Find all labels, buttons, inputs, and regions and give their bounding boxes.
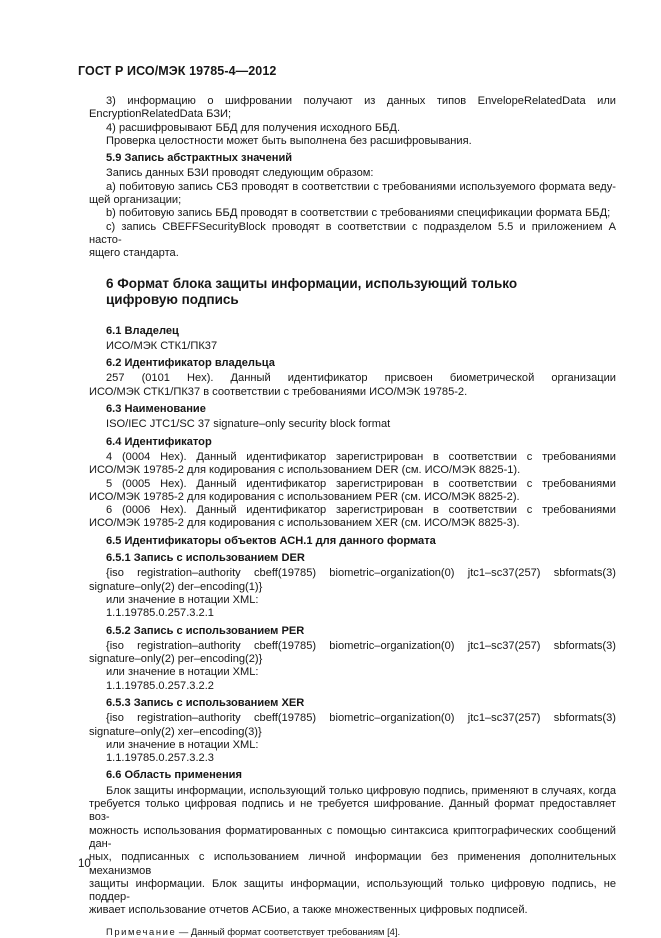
list-item-4: 4) расшифровывают ББД для получения исходного ББД. [106,121,401,134]
document-body [89,95,616,938]
paragraph: Проверка целостности может быть выполнена без расшифровывания. [106,134,472,147]
note-text: — Данный формат соответствует требованиям [4]. [176,925,401,937]
oid-per-cont: signature–only(2) per–encoding(2)} [89,653,263,666]
paragraph: 6 (0006 Hex). Данный идентификатор зарегистрирован в соответствии с требованиями [106,504,616,517]
heading-6-5-1: 6.5.1 Запись с использованием DER [106,552,305,565]
page-number: 10 [78,858,91,870]
list-item-3-cont: EncryptionRelatedData БЗИ; [89,108,232,121]
section-heading-6-line2: цифровую подпись [106,291,239,307]
paragraph: ИСО/МЭК СТК1/ПК37 [106,339,218,352]
oid-per: {iso registration–authority cbeff(19785) biometric–organization(0) jtc1–sc37(257) sbformats(3) [106,639,616,652]
note [89,925,616,938]
heading-6-6: 6.6 Область применения [106,769,242,782]
oid-xer: {iso registration–authority cbeff(19785) biometric–organization(0) jtc1–sc37(257) sbformats(3) [106,712,616,725]
standard-header: ГОСТ Р ИСО/МЭК 19785-4—2012 [78,64,277,78]
paragraph: Запись данных БЗИ проводят следующим образом: [106,167,374,180]
heading-6-2: 6.2 Идентификатор владельца [106,357,275,370]
section-heading-6 [89,276,616,308]
heading-6-5-3: 6.5.3 Запись с использованием XER [106,696,305,709]
paragraph: ISO/IEC JTC1/SC 37 signature–only security block format [106,418,391,431]
paragraph: 5 (0005 Hex). Данный идентификатор зарегистрирован в соответствии с требованиями [106,477,616,490]
paragraph-cont: требуется только цифровая подпись и не требуется шифрование. Данный формат предоставляет воз- [89,798,616,824]
paragraph: 4 (0004 Hex). Данный идентификатор зарегистрирован в соответствии с требованиями [106,450,616,463]
note-label: Примечание [106,925,177,937]
section-heading-6-line1: 6 Формат блока защиты информации, использующий только [106,275,518,291]
list-item-a-cont: щей организации; [89,194,182,207]
list-item-b: b) побитовую запись ББД проводят в соответствии с требованиями спецификации формата ББД; [106,207,611,220]
paragraph-cont: ИСО/МЭК СТК1/ПК37 в соответствии с требованиями ИСО/МЭК 19785-2. [89,385,468,398]
heading-6-4: 6.4 Идентификатор [106,435,212,448]
paragraph-cont: ИСО/МЭК 19785-2 для кодирования с использованием PER (см. ИСО/МЭК 8825-2). [89,490,520,503]
heading-6-1: 6.1 Владелец [106,324,179,337]
paragraph-cont: защиты информации. Блок защиты информации, использующий только цифровую подпись, не поддер- [89,877,616,904]
oid-value-per: 1.1.19785.0.257.3.2.2 [106,679,214,692]
paragraph-cont: можность использования форматированных с помощью синтаксиса криптографических сообщений дан- [89,824,616,850]
oid-value-xer: 1.1.19785.0.257.3.2.3 [106,752,214,765]
paragraph-cont: живает использование отчетов АСБио, а также множественных цифровых подписей. [89,904,528,917]
heading-6-3: 6.3 Наименование [106,403,206,416]
list-item-c-cont: ящего стандарта. [89,247,179,260]
list-item-a: а) побитовую запись СБЗ проводят в соответствии с требованиями используемого формата веду- [106,180,616,193]
list-item-3: 3) информацию о шифровании получают из данных типов EnvelopeRelatedData или [106,95,616,107]
oid-der-cont: signature–only(2) der–encoding(1)} [89,580,263,593]
paragraph: или значение в нотации XML: [106,593,259,606]
paragraph: 257 (0101 Hex). Данный идентификатор присвоен биометрической организации [106,372,616,385]
oid-value-der: 1.1.19785.0.257.3.2.1 [106,607,214,620]
oid-xer-cont: signature–only(2) xer–encoding(3)} [89,725,262,738]
paragraph-cont: ИСО/МЭК 19785-2 для кодирования с использованием XER (см. ИСО/МЭК 8825-3). [89,517,520,530]
heading-5-9: 5.9 Запись абстрактных значений [106,152,293,165]
oid-der: {iso registration–authority cbeff(19785) biometric–organization(0) jtc1–sc37(257) sbformats(3) [106,567,616,580]
paragraph-cont: ных, подписанных с использованием личной информации без применения дополнительных механизмов [89,851,616,877]
heading-6-5: 6.5 Идентификаторы объектов АСН.1 для данного формата [106,534,436,547]
paragraph: или значение в нотации XML: [106,666,259,679]
list-item-c: с) запись CBEFFSecurityBlock проводят в соответствии с подразделом 5.5 и приложением А насто- [89,220,616,246]
paragraph: Блок защиты информации, использующий только цифровую подпись, применяют в случаях, когда [106,784,616,797]
paragraph: или значение в нотации XML: [106,738,259,751]
heading-6-5-2: 6.5.2 Запись с использованием PER [106,624,305,637]
paragraph-cont: ИСО/МЭК 19785-2 для кодирования с использованием DER (см. ИСО/МЭК 8825-1). [89,464,521,477]
